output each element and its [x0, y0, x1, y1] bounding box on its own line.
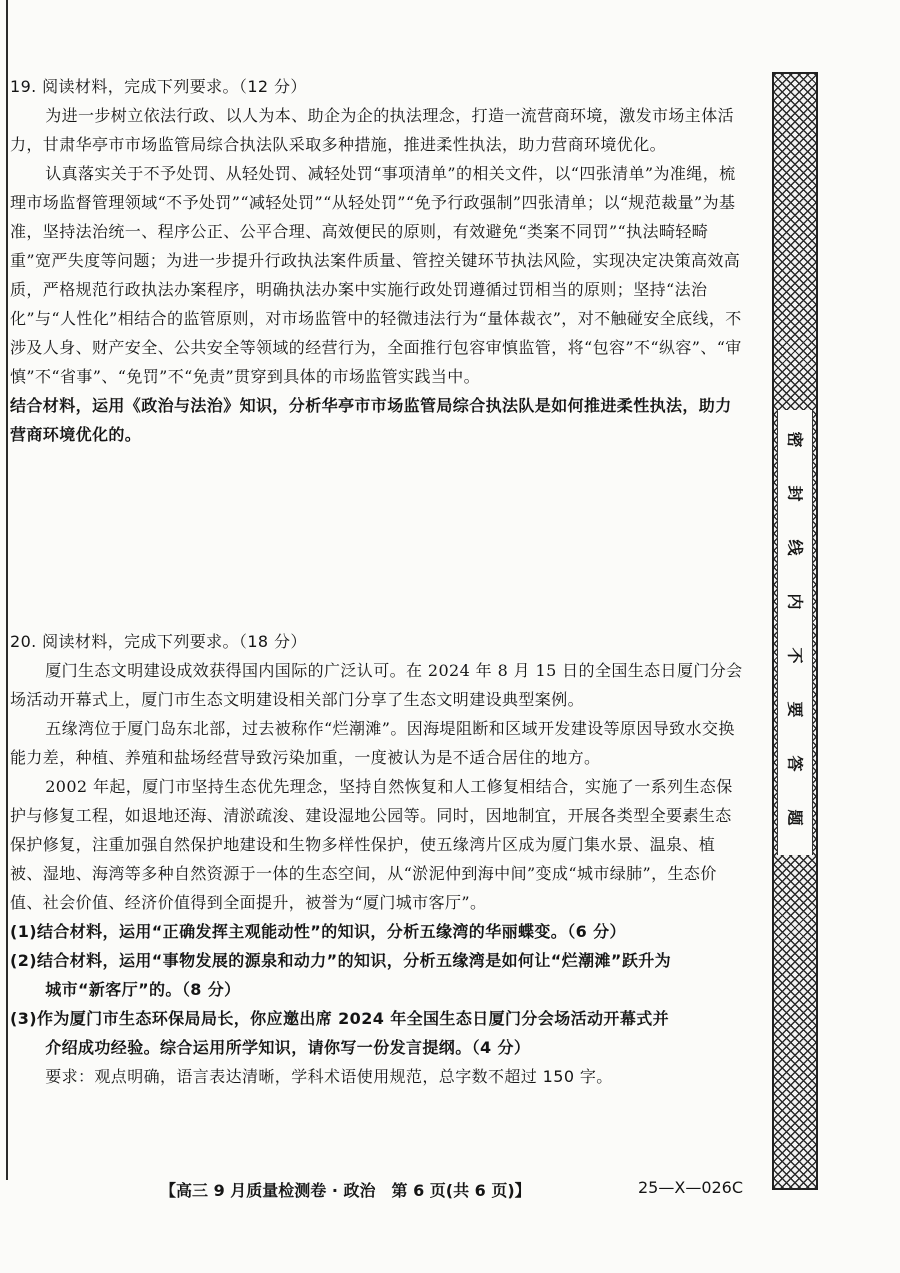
page-footer-code: 25—X—026C [638, 1178, 744, 1197]
question-20-paragraph-3: 2002 年起，厦门市坚持生态优先理念，坚持自然恢复和人工修复相结合，实施了一系列生态保护与修复工程，如退地还海、清淤疏浚、建设湿地公园等。同时，因地制宜，开展各类型全要素生态保护修复，注重加强自然保护地建设和生物多样性保护，使五缘湾片区成为厦门集水景、温泉、植被、湿地、海湾等多种自然资源于一体的生态空间，从“淤泥仲到海中间”变成“城市绿肺”，生态价值、社会价值、经济价值得到全面提升，被誉为“厦门城市客厅”。 [10, 777, 733, 912]
question-20 [10, 627, 745, 1091]
seal-char-4: 内 [785, 593, 805, 610]
question-20-sub-2-line-2: 城市“新客厅”的。（8 分） [45, 980, 241, 999]
question-20-paragraph-1: 厦门生态文明建设成效获得国内国际的广泛认可。在 2024 年 8 月 15 日的全国生态日厦门分会场活动开幕式上，厦门市生态文明建设相关部门分享了生态文明建设典型案例。 [10, 661, 743, 709]
seal-char-7: 答 [785, 755, 805, 772]
seal-char-6: 要 [785, 701, 805, 718]
question-20-header: 20. 阅读材料，完成下列要求。（18 分） [10, 632, 307, 651]
seal-line-notice [777, 410, 813, 855]
question-20-paragraph-2: 五缘湾位于厦门岛东北部，过去被称作“烂潮滩”。因海堤阻断和区域开发建设等原因导致水交换能力差，种植、养殖和盐场经营导致污染加重，一度被认为是不适合居住的地方。 [10, 719, 735, 767]
question-19-paragraph-2: 认真落实关于不予处罚、从轻处罚、减轻处罚“事项清单”的相关文件，以“四张清单”为准绳，梳理市场监督管理领域“不予处罚”“减轻处罚”“从轻处罚”“免予行政强制”四张清单；以“规范裁量”为基准，坚持法治统一、程序公正、公平合理、高效便民的原则，有效避免“类案不同罚”“执法畸轻畸重”宽严失度等问题；为进一步提升行政执法案件质量、管控关键环节执法风险，实现决定决策高效高质，严格规范行政执法办案程序，明确执法办案中实施行政处罚遵循过罚相当的原则；坚持“法治化”与“人性化”相结合的监管原则，对市场监管中的轻微违法行为“量体裁衣”，对不触碰安全底线，不涉及人身、财产安全、公共安全等领域的经营行为，全面推行包容审慎监管，将“包容”不“纵容”、“审慎”不“省事”、“免罚”不“免责”贯穿到具体的市场监管实践当中。 [10, 164, 742, 386]
question-19-header: 19. 阅读材料，完成下列要求。（12 分） [10, 77, 307, 96]
left-margin-rule [6, 0, 8, 1180]
question-20-sub-3-line-2: 介绍成功经验。综合运用所学知识，请你写一份发言提纲。（4 分） [45, 1038, 531, 1057]
seal-char-2: 封 [785, 485, 805, 502]
seal-char-3: 线 [785, 539, 805, 556]
seal-char-5: 不 [785, 647, 805, 664]
page-footer-title: 【高三 9 月质量检测卷 · 政治 第 6 页(共 6 页)】 [160, 1181, 531, 1200]
question-19-paragraph-1: 为进一步树立依法行政、以人为本、助企为企的执法理念，打造一流营商环境，激发市场主体活力，甘肃华亭市市场监管局综合执法队采取多种措施，推进柔性执法，助力营商环境优化。 [10, 106, 734, 154]
question-20-sub-3-line-1: (3)作为厦门市生态环保局局长，你应邀出席 2024 年全国生态日厦门分会场活动开幕式并 [10, 1009, 670, 1028]
question-20-requirement: 要求：观点明确，语言表达清晰，学科术语使用规范，总字数不超过 150 字。 [45, 1067, 613, 1086]
seal-char-1: 密 [785, 431, 805, 448]
question-19-prompt: 结合材料，运用《政治与法治》知识，分析华亭市市场监管局综合执法队是如何推进柔性执法，助力营商环境优化的。 [10, 396, 732, 444]
question-19 [10, 72, 745, 449]
question-20-sub-2-line-1: (2)结合材料，运用“事物发展的源泉和动力”的知识，分析五缘湾是如何让“烂潮滩”跃升为 [10, 951, 672, 970]
seal-char-8: 题 [785, 809, 805, 826]
question-20-sub-1: (1)结合材料，运用“正确发挥主观能动性”的知识，分析五缘湾的华丽蝶变。（6 分） [10, 922, 626, 941]
